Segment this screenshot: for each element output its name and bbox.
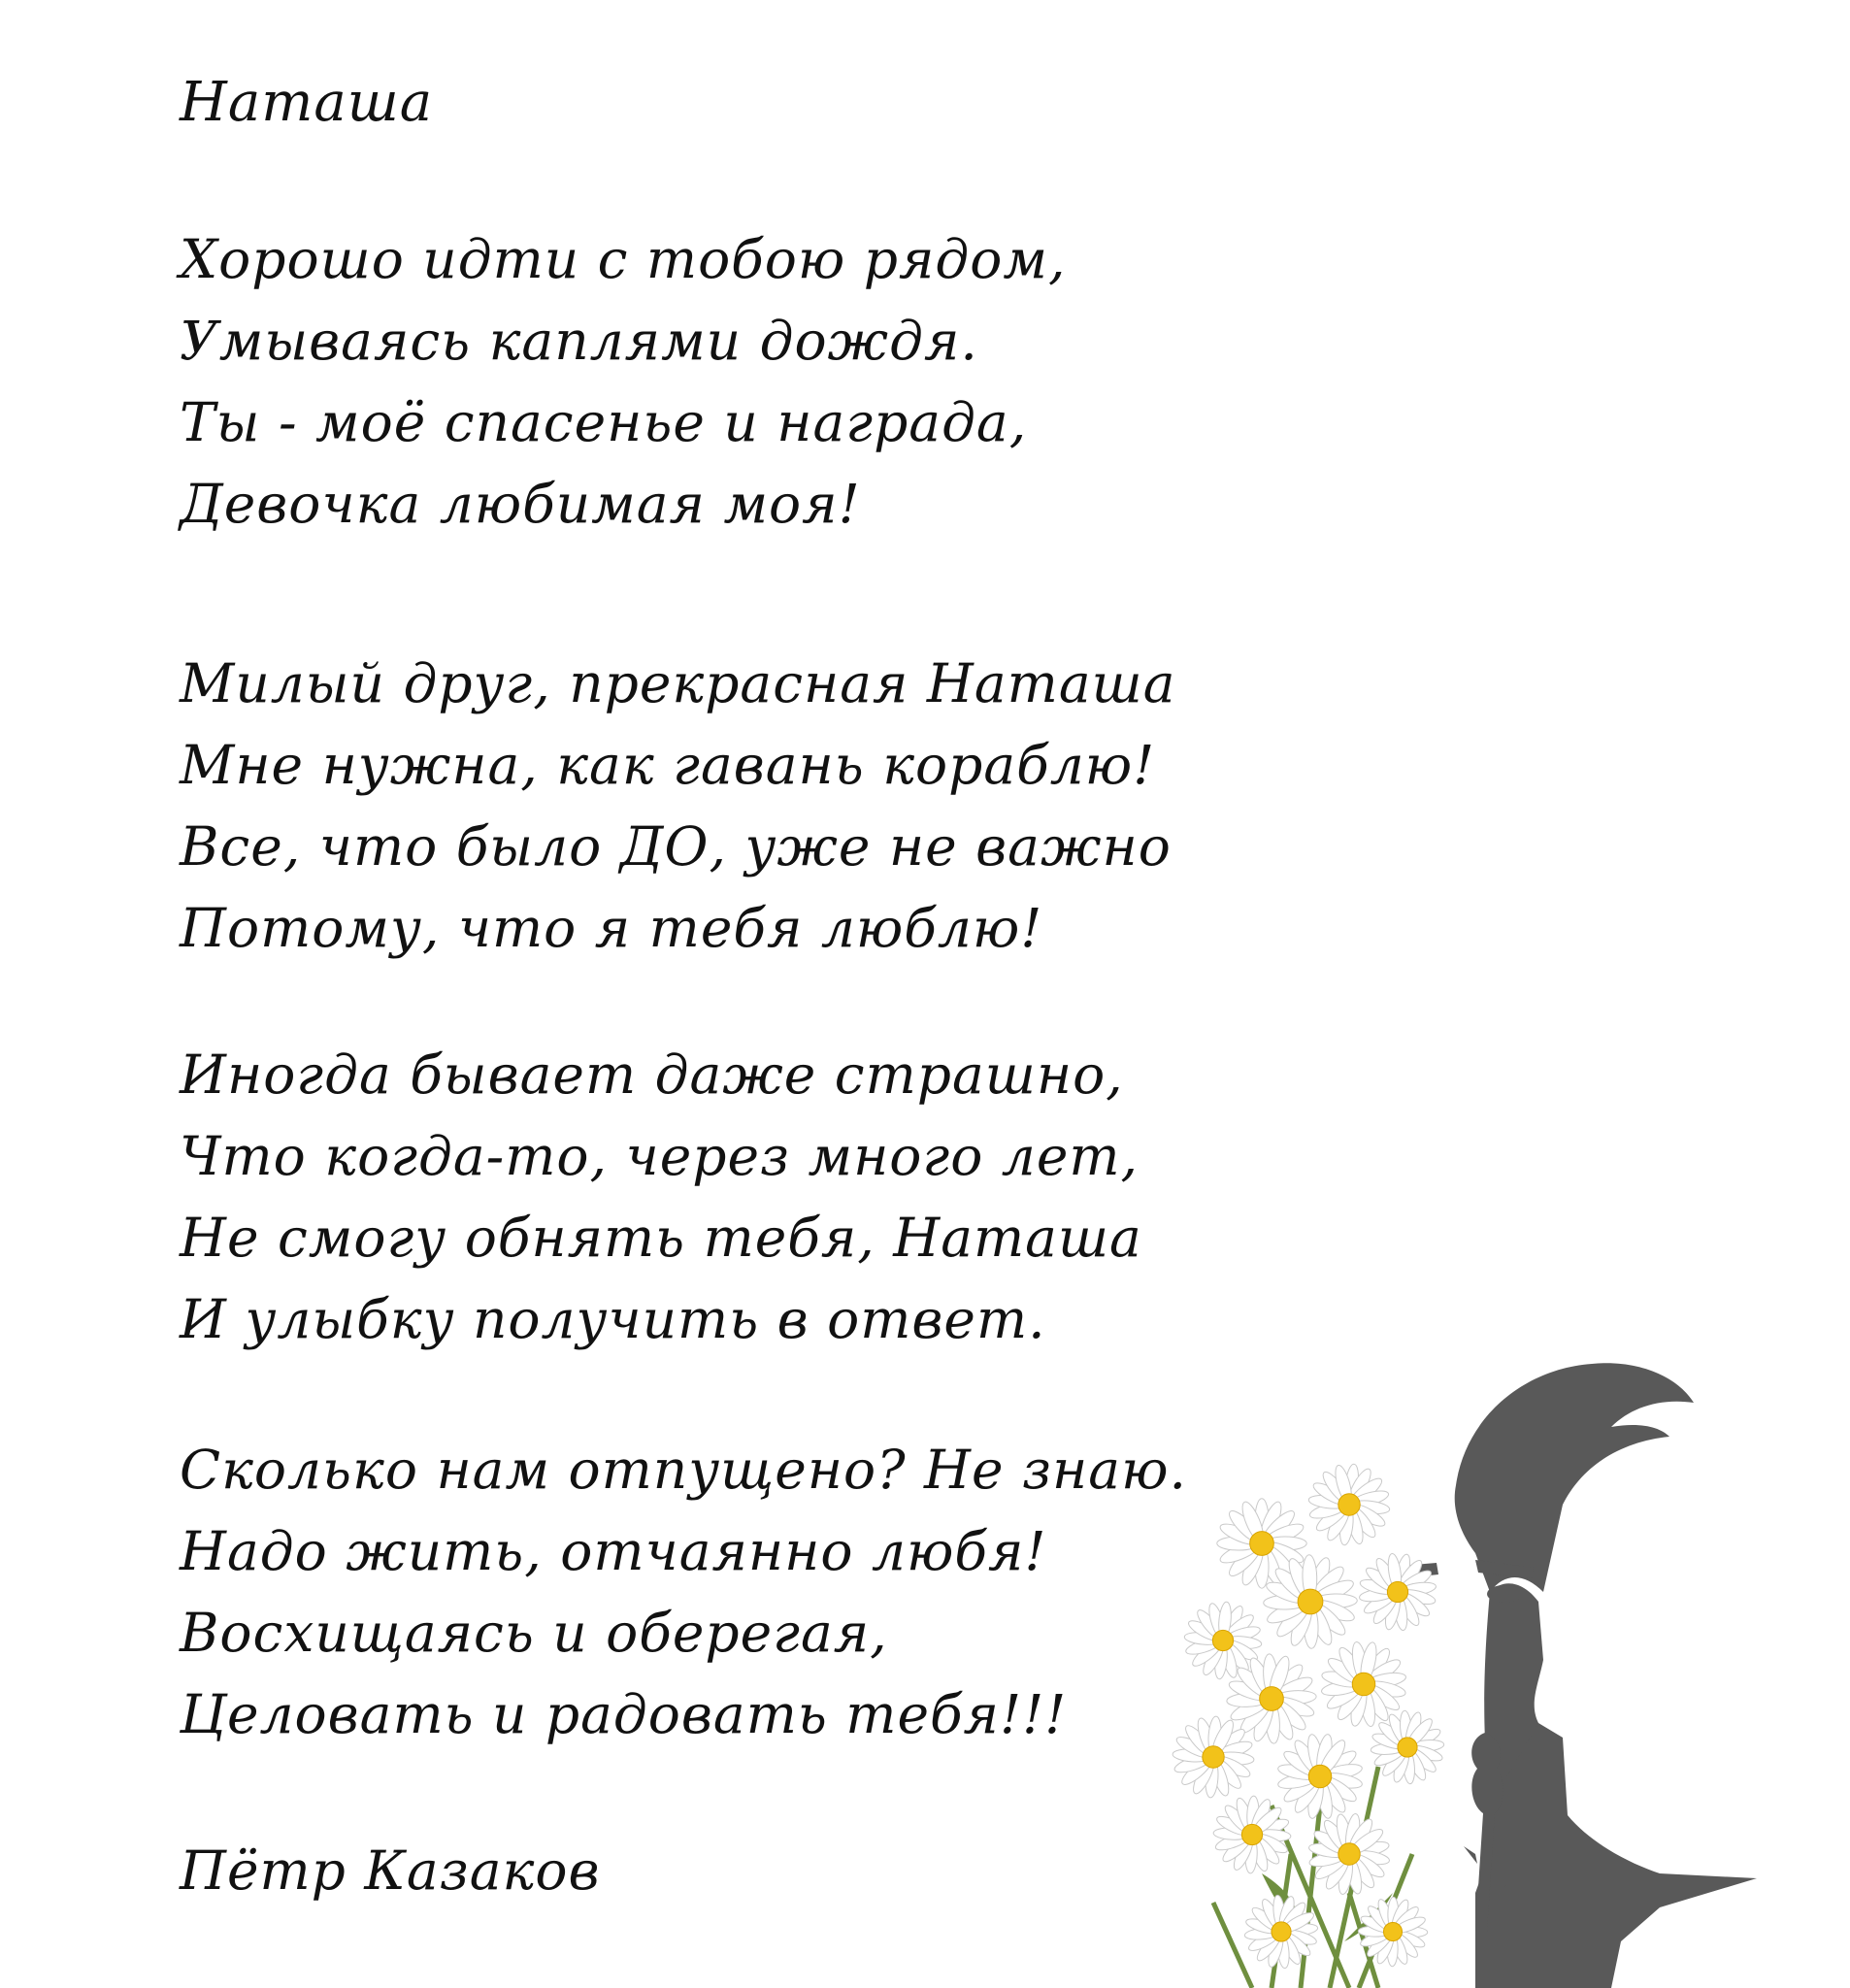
poem-line: Хорошо идти с тобою рядом, — [180, 228, 1067, 290]
daisy-icon — [1213, 1796, 1291, 1873]
daisy-icon — [1276, 1733, 1363, 1819]
poem-line: Целовать и радовать тебя!!! — [180, 1683, 1068, 1745]
poem-author: Пётр Казаков — [180, 1839, 601, 1902]
poem-line: Ты - моё спасенье и награда, — [180, 391, 1028, 453]
stanza-2 — [180, 643, 1176, 969]
poem-line: И улыбку получить в ответ. — [180, 1288, 1046, 1350]
daisy-icon — [1320, 1640, 1406, 1727]
poem-line: Иногда бывает даже страшно, — [180, 1044, 1124, 1106]
poem-line: Потому, что я тебя люблю! — [180, 897, 1043, 959]
poem-line: Не смогу обнять тебя, Наташа — [180, 1207, 1142, 1269]
daisy-icon — [1264, 1555, 1358, 1649]
daisy-icon — [1358, 1897, 1428, 1967]
portrait-illustration-svg — [1155, 1349, 1796, 1988]
poem-line: Милый друг, прекрасная Наташа — [180, 652, 1176, 714]
poem-line: Сколько нам отпущено? Не знаю. — [180, 1439, 1187, 1501]
poem-line: Девочка любимая моя! — [180, 473, 861, 535]
poem-line: Все, что было ДО, уже не важно — [180, 815, 1172, 878]
man-silhouette-icon — [1378, 1363, 1757, 1988]
poem-title: Наташа — [180, 71, 434, 134]
stanza-4 — [180, 1429, 1187, 1755]
poem-line: Что когда-то, через много лет, — [180, 1125, 1140, 1187]
stanza-1 — [180, 218, 1066, 545]
poem-line: Мне нужна, как гавань кораблю! — [180, 734, 1156, 796]
poem-line: Надо жить, отчаянно любя! — [180, 1520, 1047, 1582]
poem-line: Восхищаясь и оберегая, — [180, 1602, 888, 1664]
poem-line: Умываясь каплями дождя. — [180, 310, 978, 372]
stanza-3 — [180, 1034, 1142, 1360]
daisy-icon — [1371, 1710, 1444, 1784]
daisy-icon — [1308, 1464, 1391, 1546]
portrait-with-daisies-illustration — [1155, 1349, 1796, 1988]
